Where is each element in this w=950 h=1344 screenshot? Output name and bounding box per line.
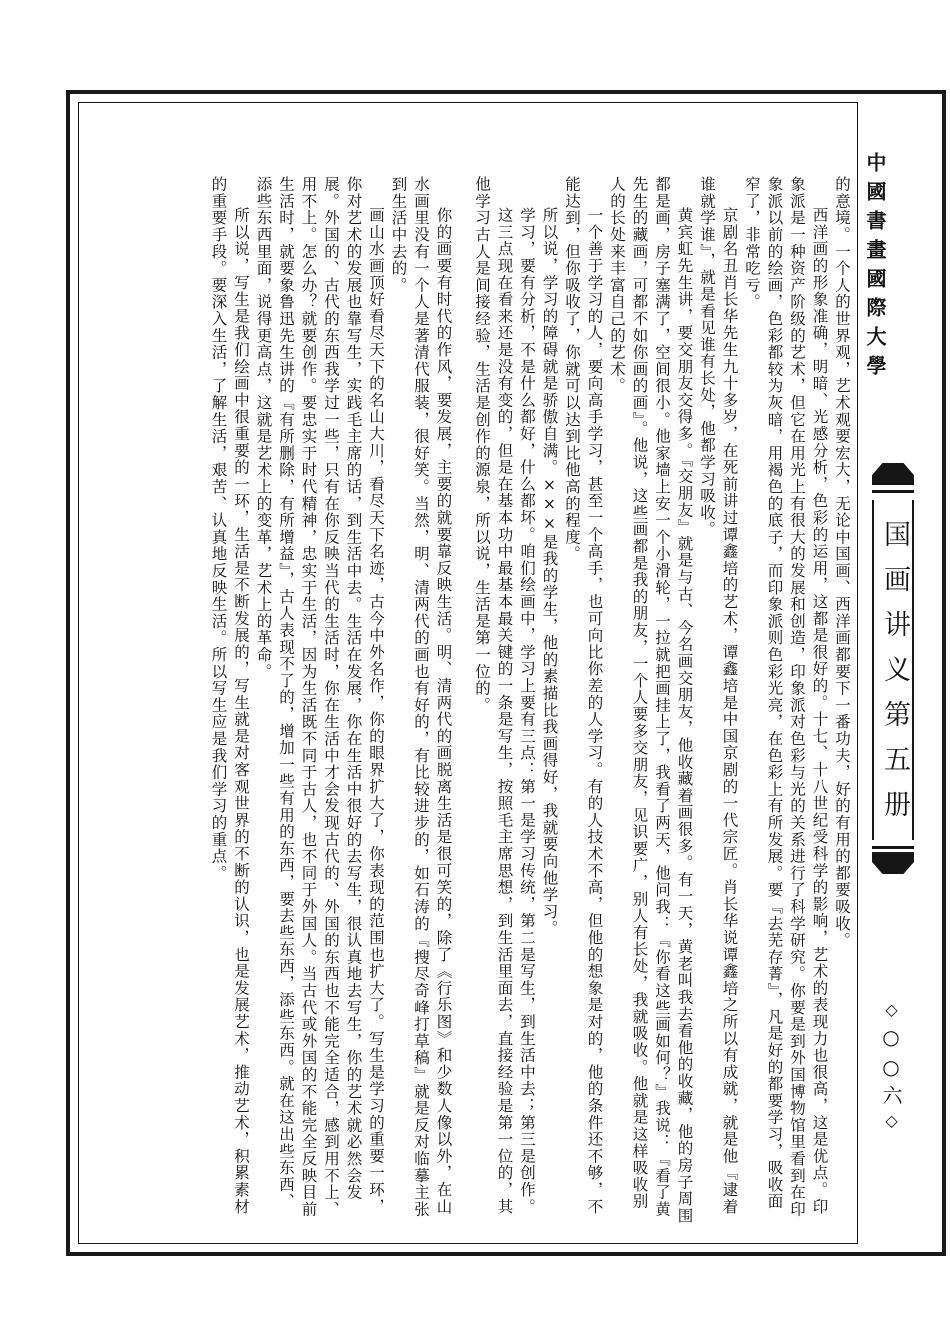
paragraph: 所以说，学习的障碍就是骄傲自满。×××是我的学生，他的素描比我画得好，我就要向他学习。 [540,207,559,937]
ornament-rule-bottom [872,846,914,849]
university-name: 中國書畫國際大學 [863,152,887,384]
paragraph: 一个善于学习的人，要向高手学习，甚至一个高手，也可向比你差的人学习。有的人技术不高，但他的想象是对的，他的条件还不够，不能达到，但你吸收了，你就可以达到比他高的程度。 [563,176,604,1215]
paragraph: 你的画要有时代的作风，要发展，主要的就要靠反映生活。明、清两代的画脱离生活是很可笑的，除了《行乐图》和少数人像以外，在山水画里没有一个人是著清代服装，很好笑。当然，明、清两代的画也有好的，有比较进步的，如石涛的『搜尽奇峰打草稿』就是反对临摹主张到生活中去的。 [389,176,453,1218]
paragraph: 学习，要有分析，不是什么都好，什么都坏。咱们绘画中，学习上要有三点：第一是学习传统，第二是写生，到生活中去；第三是创作。 [518,207,536,1215]
paragraph: 西洋画的形象准确，明暗、光感分析，色彩的运用，这都是很好的。十七、十八世纪受科学的影响，艺术的表现力也很高，这是优点。印象派是一种资产阶级的艺术，但它在用光上有很大的发展和创造，印象派对色彩与光的关系进行了科学研究。你要是到外国博物馆里看到在印象派以前的绘画，色彩都较为灰暗，用褐色的底子，而印象派则色彩光亮，在色彩上有所发展。要『去芜存菁』，凡是好的都要学习，吸收面窄了，非常吃亏。 [743,176,829,1218]
volume-title: 国画讲义第五册 [879,520,910,835]
ornament-rule-top [872,490,914,493]
page-number-value: ○○六 [879,1025,903,1111]
diamond-icon: ◇ [882,1000,901,1025]
paragraph: 黄宾虹先生讲，要交朋友交得多。『交朋友』就是与古、今名画交朋友，他收藏着画很多。有一天，黄老叫我去看他的收藏，他的房子周围都是画，房子塞满了，空间很小。他家墙上安一个小滑轮，一拉就把画挂上了，我看了两天，他问我：『你看这些画如何？』我说：『看了黄先生的藏画，可都不如你画的画』。他说，这些画都是我的朋友，一个人要多交朋友，见识要广，别人有长处，我就吸收。他就是这样吸收别人的长处来丰富自己的艺术。 [608,176,694,1225]
paragraph: 画山水画顶好看尽天下的名山大川，看尽天下名迹，古今中外名作，你的眼界扩大了，你表现的范围也扩大了。写生是学习的重要一环，你对艺术的发展也靠写生，实践毛主席的话，到生活中去。生活在发展，你在生活中很好的去写生，很认真地去写生，你的艺术就必然会发展。外国的、古代的东西我学过一些，只有在你反映当代的生活时，你在生活中才会发现古代的、外国的东西也不能完全适合，感到用不上、用不上。怎么办？就要创作。要忠实于时代精神，忠实于生活，因为生活既不同于古人，也不同于外国人。当古代或外国的不能完全反映目前生活时，就要象鲁迅先生讲的『有所删除，有所增益』，古人表现不了的，增加一些有用的东西，要去些东西，添些东西。就在这出些东西、添些东西里面，说得更高点，这就是艺术上的变革，艺术上的革命。 [254,176,385,1218]
main-text-columns [108,176,853,1226]
paragraph: 的意境。一个人的世界观，艺术观要宏大，无论中国画、西洋画都要下一番功夫，好的有用的都要吸收。 [833,176,851,949]
paragraph: 所以说，写生是我们绘画中很重要的一环，生活是不断发展的，写生就是对客观世界的不断的认识，也是发展艺术，推动艺术，积累素材的重要手段。要深入生活，了解生活，艰苦、认真地反映生活。所以写生应是我们学习的重点。 [209,176,250,1215]
paragraph: 京剧名丑肖长华先生九十多岁，在死前讲过谭鑫培的艺术，谭鑫培是中国京剧的一代宗匠。肖长华说谭鑫培之所以有成就，就是他『逮着谁就学谁』，就是看见谁有长处，他都学习吸收。 [698,176,739,1215]
paragraph: 这三点现在看来还是没有变的，但是在基本功中最基本最关键的一条是写生，按照毛主席思想，到生活里面去，直接经验是第一位的，其他学习古人是间接经验，生活是创作的源泉，所以说，生活是第一位的。 [473,176,514,1215]
diamond-icon: ◇ [882,1111,901,1136]
page-number [876,1000,906,1136]
